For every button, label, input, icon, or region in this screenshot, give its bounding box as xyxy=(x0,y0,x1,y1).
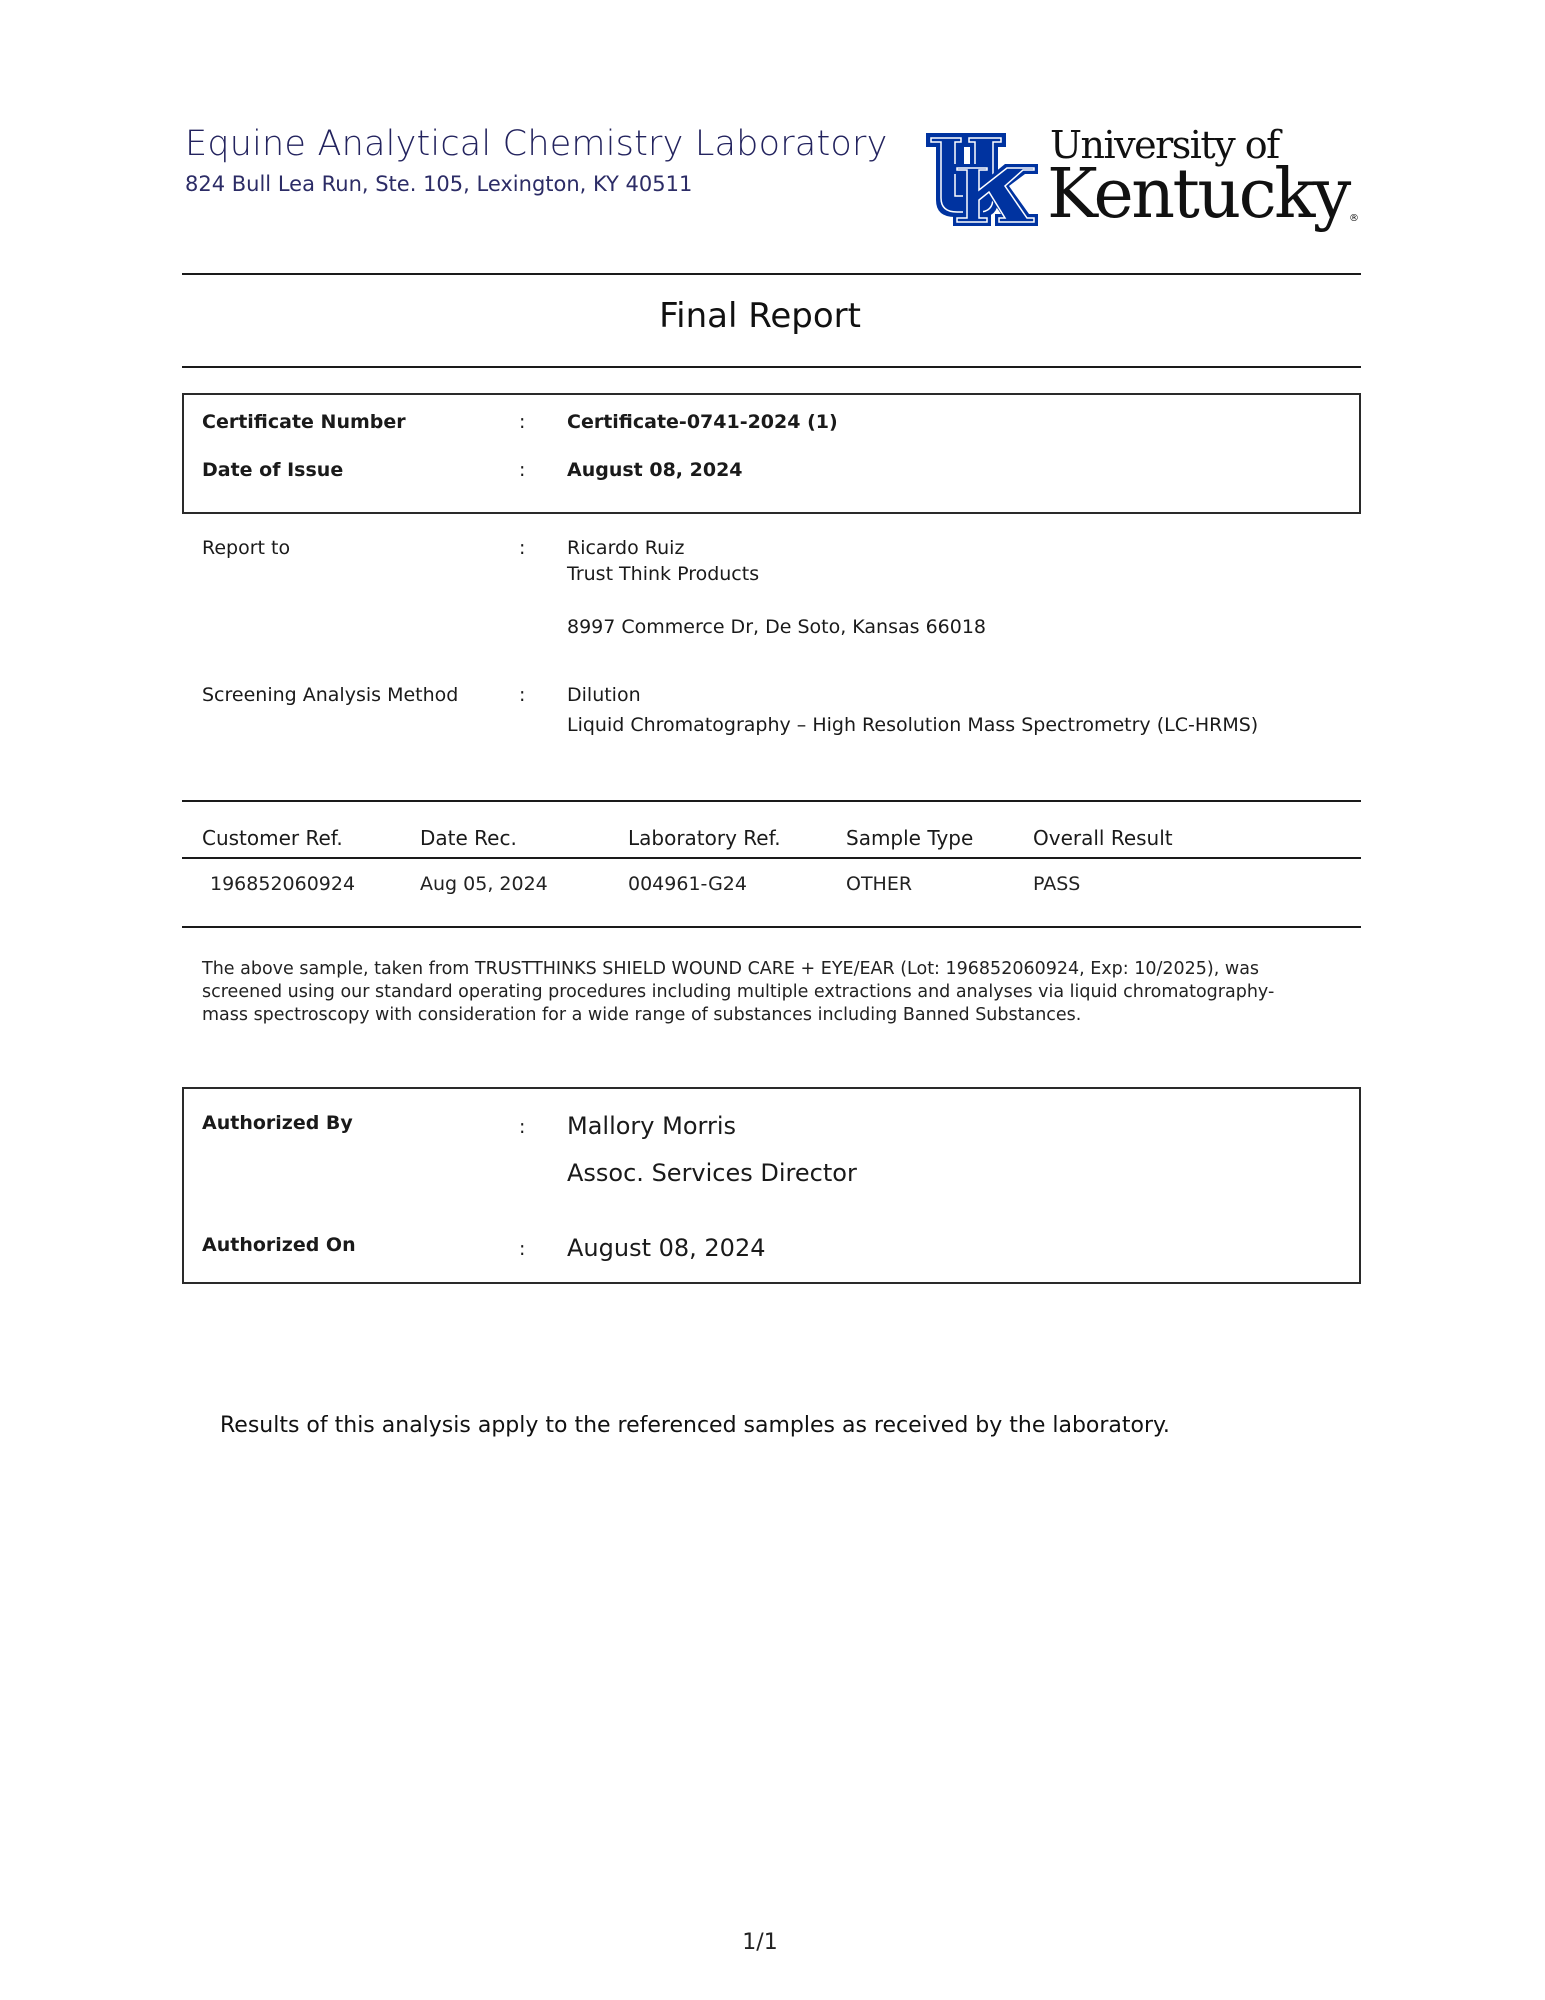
col-header-sample-type: Sample Type xyxy=(846,826,974,850)
date-of-issue-label: Date of Issue xyxy=(202,459,344,481)
col-header-overall-result: Overall Result xyxy=(1033,826,1173,850)
certificate-number-label: Certificate Number xyxy=(202,411,406,433)
separator: : xyxy=(519,1238,526,1260)
col-header-customer-ref: Customer Ref. xyxy=(202,826,343,850)
logo-university-of-text: University of xyxy=(1050,123,1279,167)
report-to-name: Ricardo Ruiz xyxy=(567,537,685,559)
logo-kentucky-text: Kentucky xyxy=(1047,155,1349,234)
table-header-rule xyxy=(182,857,1361,859)
date-of-issue-value: August 08, 2024 xyxy=(567,459,743,481)
table-rule-top xyxy=(182,800,1361,802)
summary-paragraph: The above sample, taken from TRUSTTHINKS SHIELD WOUND CARE + EYE/EAR (Lot: 196852060924, Exp: 10/2025), was screened using our standard operating procedures including multiple extractions and analyses via liquid chromatography-mass spectroscopy with consideration for a wide range of substances including Banned Substances. xyxy=(202,959,1275,1025)
cell-lab-ref: 004961-G24 xyxy=(628,873,747,895)
header-rule-bottom xyxy=(182,366,1361,368)
report-to-label: Report to xyxy=(202,537,291,559)
separator: : xyxy=(519,411,526,433)
table-rule-bottom xyxy=(182,926,1361,928)
method-label: Screening Analysis Method xyxy=(202,684,459,706)
cell-sample-type: OTHER xyxy=(846,873,913,895)
page-title: Final Report xyxy=(659,296,861,336)
registered-mark: ® xyxy=(1349,213,1359,224)
disclaimer-text: Results of this analysis apply to the referenced samples as received by the laboratory. xyxy=(220,1413,1170,1438)
cell-date-rec: Aug 05, 2024 xyxy=(420,873,548,895)
university-of-kentucky-logo xyxy=(925,125,1365,245)
header-rule-top xyxy=(182,273,1361,275)
col-header-date-rec: Date Rec. xyxy=(420,826,517,850)
separator: : xyxy=(519,537,526,559)
report-to-company: Trust Think Products xyxy=(567,563,760,585)
lab-address: 824 Bull Lea Run, Ste. 105, Lexington, KY 40511 xyxy=(185,172,693,196)
separator: : xyxy=(519,684,526,706)
separator: : xyxy=(519,459,526,481)
page-number: 1/1 xyxy=(742,1930,778,1955)
cell-customer-ref: 196852060924 xyxy=(210,873,356,895)
authorized-by-title: Assoc. Services Director xyxy=(567,1159,857,1187)
col-header-lab-ref: Laboratory Ref. xyxy=(628,826,781,850)
authorized-by-label: Authorized By xyxy=(202,1112,353,1134)
method-line-2: Liquid Chromatography – High Resolution Mass Spectrometry (LC-HRMS) xyxy=(567,714,1259,736)
authorized-on-label: Authorized On xyxy=(202,1234,356,1256)
uk-mark-icon xyxy=(925,130,1040,228)
separator: : xyxy=(519,1116,526,1138)
authorized-on-value: August 08, 2024 xyxy=(567,1234,766,1262)
lab-name: Equine Analytical Chemistry Laboratory xyxy=(185,124,888,164)
authorized-by-name: Mallory Morris xyxy=(567,1112,737,1140)
report-to-address: 8997 Commerce Dr, De Soto, Kansas 66018 xyxy=(567,616,987,638)
certificate-number-value: Certificate-0741-2024 (1) xyxy=(567,411,838,433)
method-line-1: Dilution xyxy=(567,684,641,706)
cell-overall-result: PASS xyxy=(1033,873,1081,895)
